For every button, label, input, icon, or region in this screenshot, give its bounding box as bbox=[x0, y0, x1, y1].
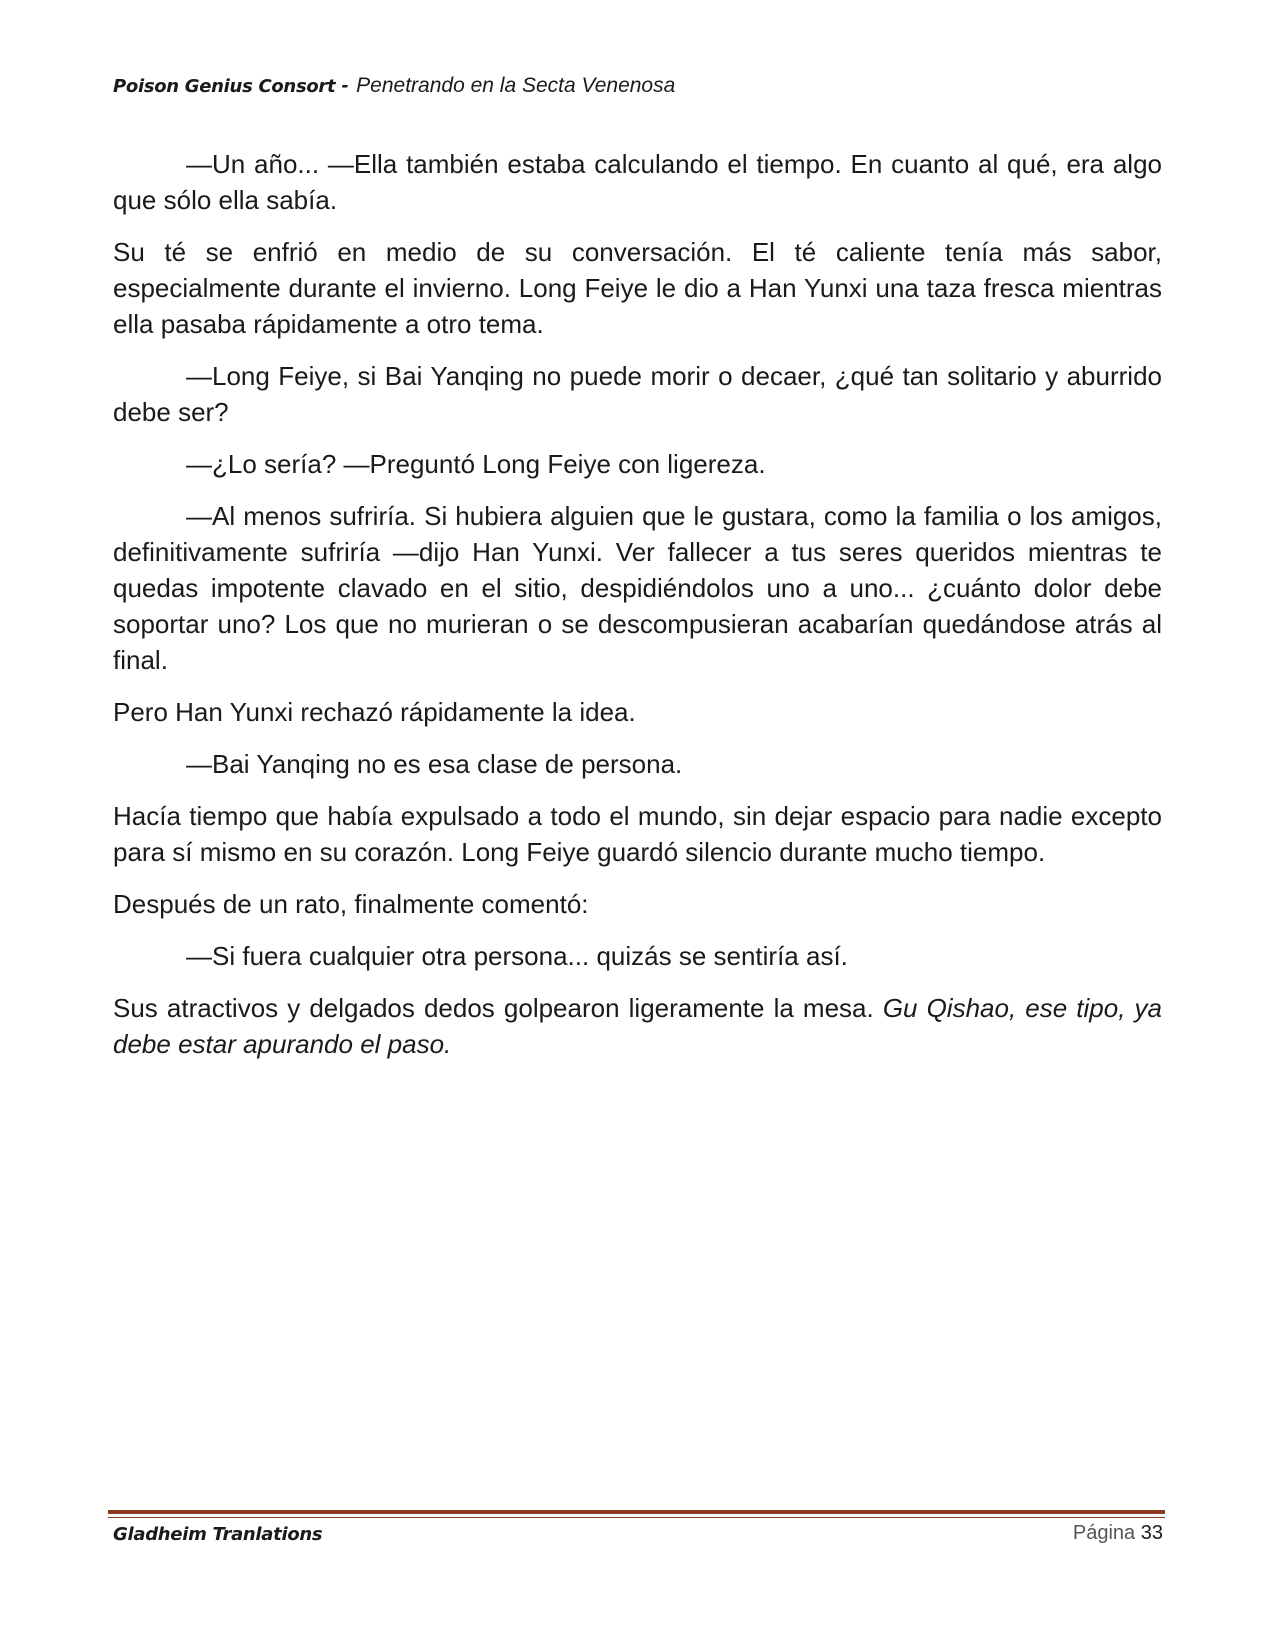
chapter-title: Penetrando en la Secta Venenosa bbox=[356, 74, 676, 97]
paragraph: Su té se enfrió en medio de su conversación. El té caliente tenía más sabor, especialmente durante el invierno. Long Feiye le dio a Han Yunxi una taza fresca mientras ella pasaba rápidamente a otro tema. bbox=[113, 237, 1162, 339]
paragraph: —Si fuera cualquier otra persona... quizás se sentiría así. bbox=[186, 941, 848, 971]
italic-thought: Gu Qishao, ese tipo, ya debe estar apurando el paso. bbox=[113, 993, 1162, 1059]
paragraph: —Un año... —Ella también estaba calculando el tiempo. En cuanto al qué, era algo que sólo ella sabía. bbox=[113, 149, 1162, 215]
footer-publisher: Gladheim Tranlations bbox=[113, 1524, 323, 1545]
paragraph: Pero Han Yunxi rechazó rápidamente la idea. bbox=[113, 697, 636, 727]
footer-rule bbox=[108, 1510, 1165, 1514]
paragraph-text: Sus atractivos y delgados dedos golpearon ligeramente la mesa. bbox=[113, 993, 883, 1023]
footer-rule-thin bbox=[108, 1517, 1165, 1518]
running-header bbox=[113, 74, 675, 98]
page-number-label bbox=[1073, 1522, 1163, 1545]
paragraph: Hacía tiempo que había expulsado a todo el mundo, sin dejar espacio para nadie excepto para sí mismo en su corazón. Long Feiye guardó silencio durante mucho tiempo. bbox=[113, 801, 1162, 867]
paragraph: —Al menos sufriría. Si hubiera alguien que le gustara, como la familia o los amigos, definitivamente sufriría —dijo Han Yunxi. Ver fallecer a tus seres queridos mientras te quedas impotente clavado en el sitio, despidiéndolos uno a uno... ¿cuánto dolor debe soportar uno? Los que no murieran o se descompusieran acabarían quedándose atrás al final. bbox=[113, 501, 1162, 675]
header-separator: - bbox=[341, 74, 349, 97]
paragraph: —¿Lo sería? —Preguntó Long Feiye con ligereza. bbox=[186, 449, 766, 479]
paragraph: —Long Feiye, si Bai Yanqing no puede morir o decaer, ¿qué tan solitario y aburrido debe ser? bbox=[113, 361, 1162, 427]
page-label: Página bbox=[1072, 1522, 1136, 1544]
paragraph bbox=[113, 990, 1162, 1062]
book-title: Poison Genius Consort bbox=[113, 76, 336, 97]
page-number: 33 bbox=[1140, 1522, 1163, 1544]
paragraph: —Bai Yanqing no es esa clase de persona. bbox=[186, 749, 683, 779]
paragraph: Después de un rato, finalmente comentó: bbox=[113, 889, 589, 919]
body-text bbox=[113, 146, 1162, 1078]
